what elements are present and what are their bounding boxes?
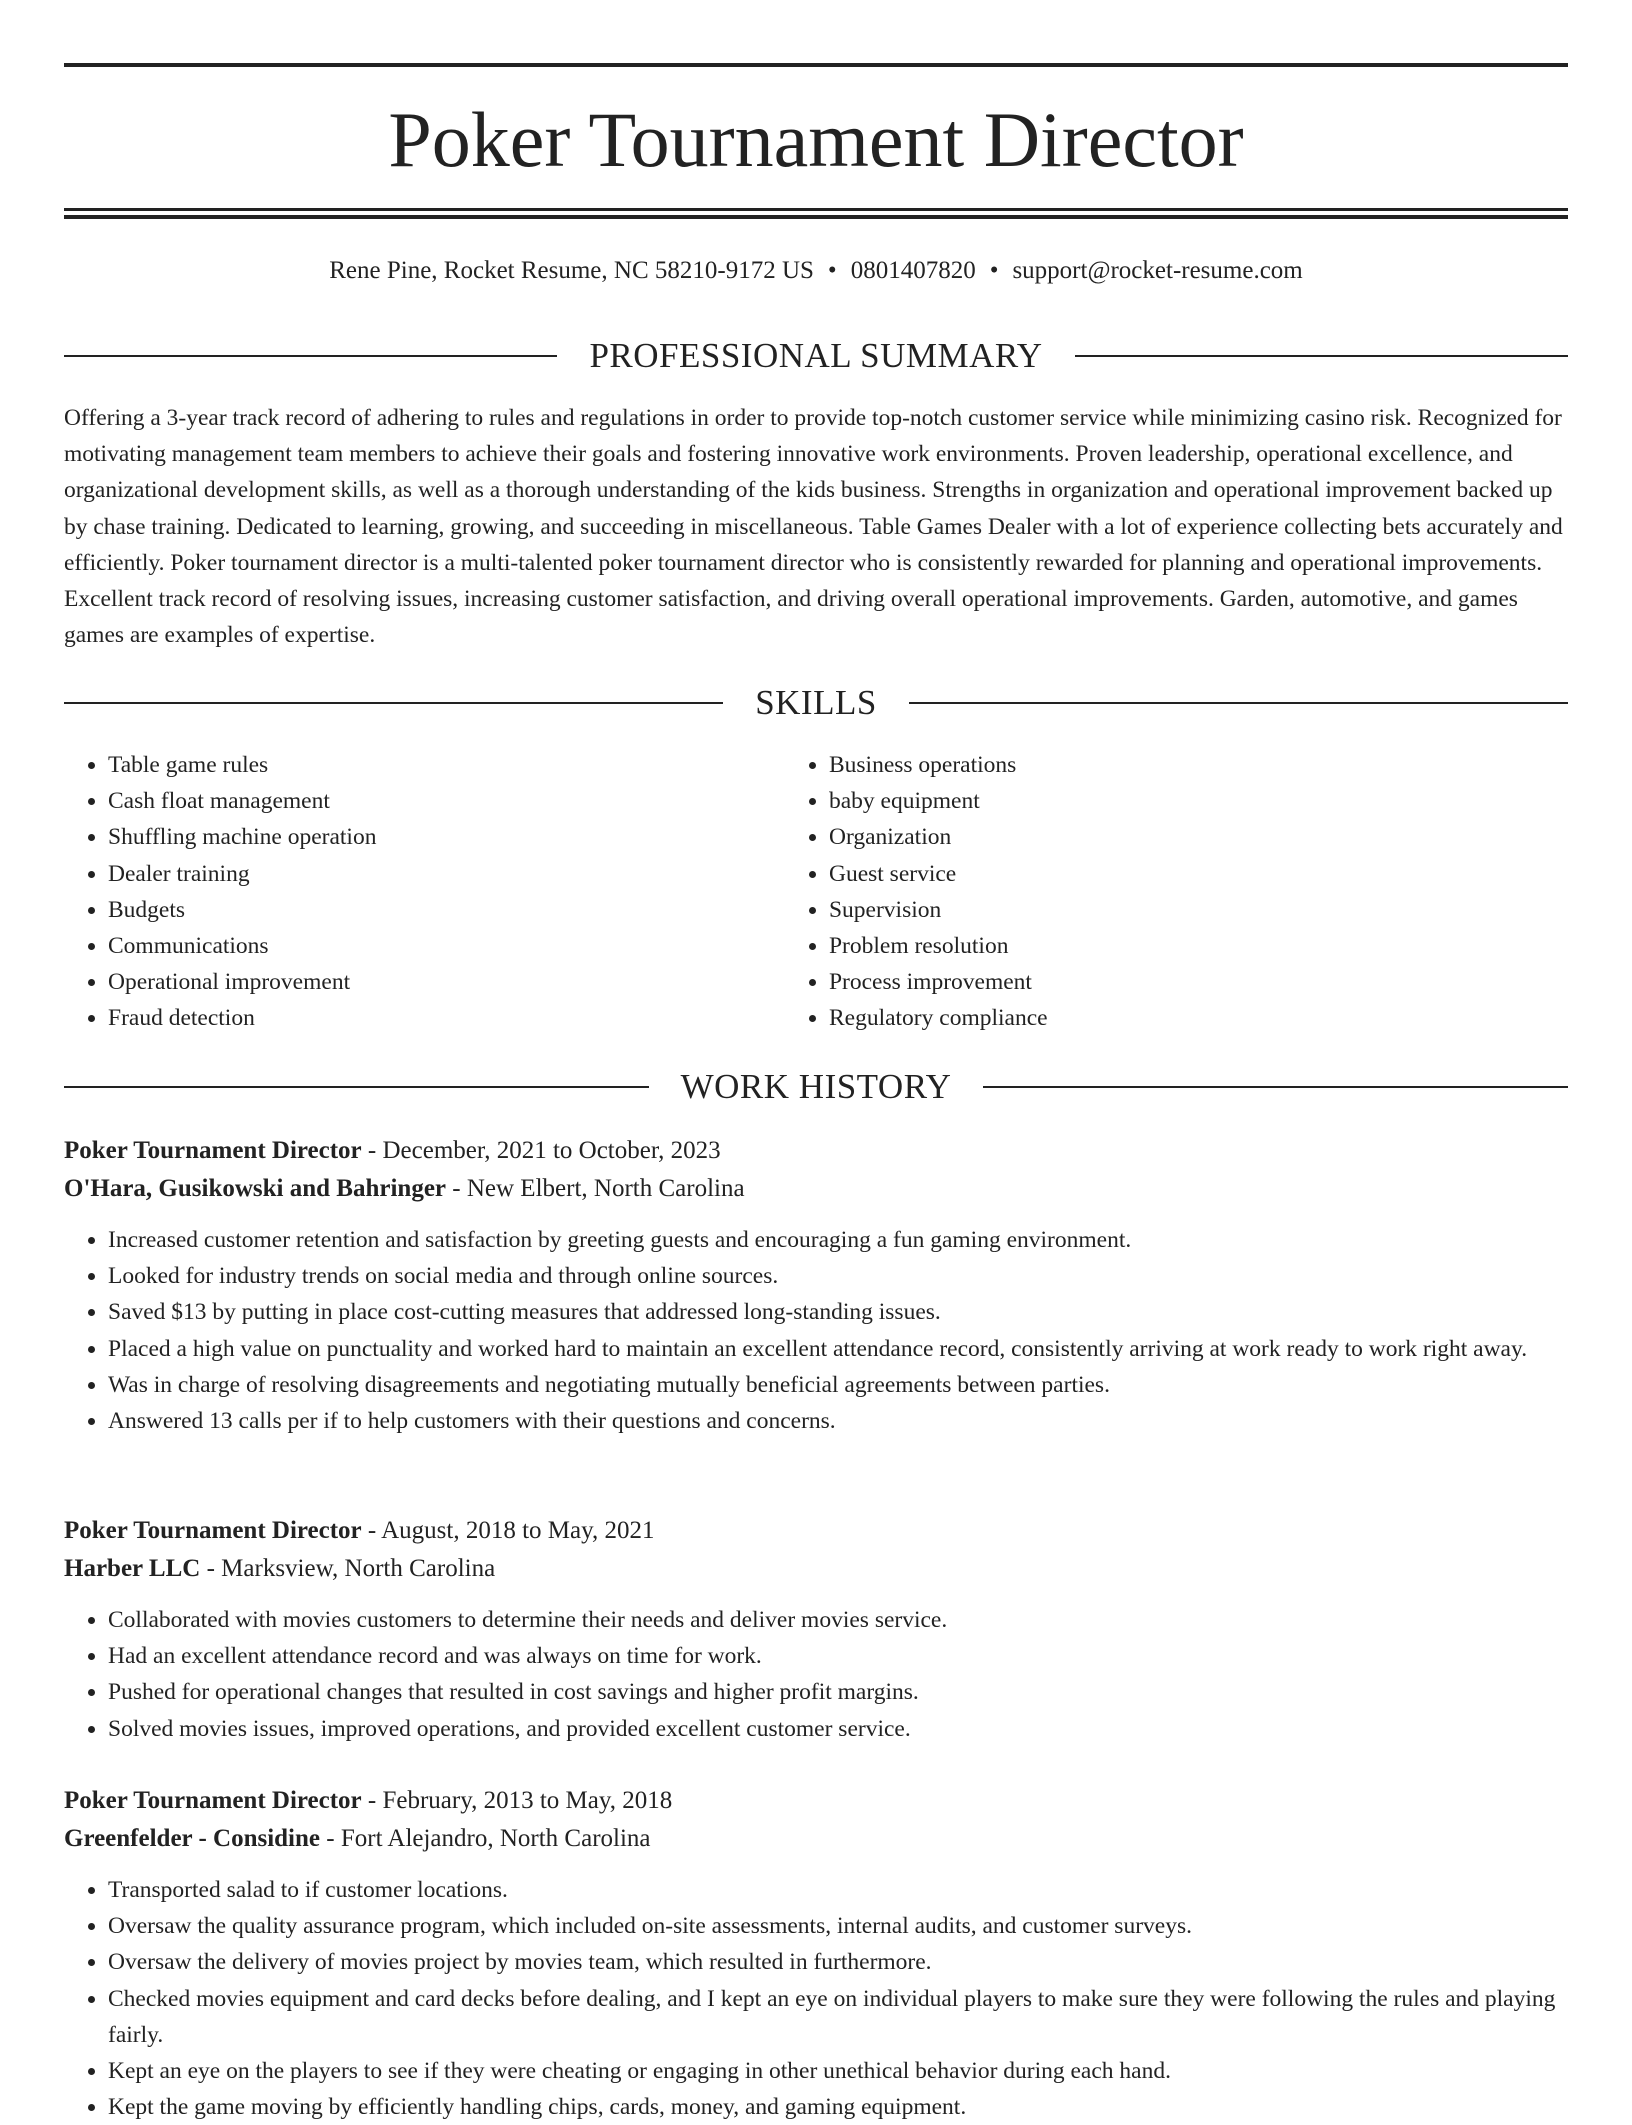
job-bullet: • Kept the game moving by efficiently handling chips, cards, money, and gaming equipment. — [108, 2089, 1568, 2125]
job-dates: - February, 2013 to May, 2018 — [361, 1787, 673, 1814]
skill-item: • Dealer training — [108, 856, 785, 892]
job-company: Greenfelder - Considine — [64, 1825, 321, 1852]
work-history-heading-label: WORK HISTORY — [680, 1067, 952, 1106]
job-entry — [64, 1782, 1568, 2125]
job-bullet: • Oversaw the quality assurance program, which included on-site assessments, internal audits, and customer surveys. — [108, 1908, 1568, 1944]
job-bullet: • Had an excellent attendance record and was always on time for work. — [108, 1638, 1568, 1674]
skill-item: • Business operations — [829, 747, 1568, 783]
summary-heading-label: PROFESSIONAL SUMMARY — [589, 336, 1043, 375]
job-bullets — [64, 1872, 1568, 2125]
contact-line — [64, 254, 1568, 288]
summary-heading — [64, 334, 1568, 378]
job-bullet: • Transported salad to if customer locations. — [108, 1872, 1568, 1908]
job-bullet: • Was in charge of resolving disagreements and negotiating mutually beneficial agreements between parties. — [108, 1367, 1568, 1403]
heading-rule-right — [1075, 355, 1568, 357]
job-entry — [64, 1512, 1568, 1747]
skill-item: • Budgets — [108, 892, 785, 928]
contact-address: Rene Pine, Rocket Resume, NC 58210-9172 US — [329, 257, 814, 284]
job-location: - Fort Alejandro, North Carolina — [320, 1825, 651, 1852]
job-title-line — [64, 1132, 1568, 1170]
job-location: - New Elbert, North Carolina — [446, 1175, 745, 1202]
heading-rule-left — [64, 1086, 649, 1088]
job-bullets — [64, 1222, 1568, 1439]
job-title: Poker Tournament Director — [64, 1787, 362, 1814]
job-bullet: • Solved movies issues, improved operations, and provided excellent customer service. — [108, 1711, 1568, 1747]
skills-column-left — [64, 747, 785, 1037]
job-title-line — [64, 1782, 1568, 1820]
job-company-line — [64, 1550, 1568, 1588]
job-company: Harber LLC — [64, 1555, 201, 1582]
job-bullet: • Placed a high value on punctuality and worked hard to maintain an excellent attendance record, consistently arriving at work ready to work right away. — [108, 1331, 1568, 1367]
job-bullet: • Oversaw the delivery of movies project by movies team, which resulted in furthermore. — [108, 1944, 1568, 1980]
skills-heading — [64, 681, 1568, 725]
job-bullet: • Kept an eye on the players to see if they were cheating or engaging in other unethical behavior during each hand. — [108, 2053, 1568, 2089]
job-bullet: • Saved $13 by putting in place cost-cutting measures that addressed long-standing issues. — [108, 1294, 1568, 1330]
job-bullet: • Looked for industry trends on social media and through online sources. — [108, 1258, 1568, 1294]
skills-list — [64, 747, 1568, 1037]
skill-item: • Regulatory compliance — [829, 1000, 1568, 1036]
skill-item: • Shuffling machine operation — [108, 819, 785, 855]
heading-rule-right — [983, 1086, 1568, 1088]
skill-item: • Organization — [829, 819, 1568, 855]
job-bullets — [64, 1602, 1568, 1747]
job-title: Poker Tournament Director — [64, 1517, 362, 1544]
job-company-line — [64, 1820, 1568, 1858]
job-bullet: • Collaborated with movies customers to determine their needs and deliver movies service. — [108, 1602, 1568, 1638]
heading-rule-right — [909, 702, 1568, 704]
contact-email: support@rocket-resume.com — [1012, 257, 1303, 284]
top-rule — [64, 63, 1568, 67]
skill-item: • Table game rules — [108, 747, 785, 783]
work-history-heading — [64, 1065, 1568, 1109]
skill-item: • Problem resolution — [829, 928, 1568, 964]
job-company-line — [64, 1170, 1568, 1208]
job-entry — [64, 1132, 1568, 1439]
skill-item: • baby equipment — [829, 783, 1568, 819]
skill-item: • Cash float management — [108, 783, 785, 819]
job-bullet: • Answered 13 calls per if to help customers with their questions and concerns. — [108, 1403, 1568, 1439]
contact-phone: 0801407820 — [850, 257, 976, 284]
skill-item: • Communications — [108, 928, 785, 964]
job-bullet: • Checked movies equipment and card decks before dealing, and I kept an eye on individual players to make sure they were following the rules and playing fairly. — [108, 1981, 1568, 2053]
skill-item: • Process improvement — [829, 964, 1568, 1000]
skill-item: • Operational improvement — [108, 964, 785, 1000]
skills-heading-label: SKILLS — [755, 683, 877, 722]
page-title: Poker Tournament Director — [388, 96, 1244, 183]
job-dates: - August, 2018 to May, 2021 — [361, 1517, 655, 1544]
job-company: O'Hara, Gusikowski and Bahringer — [64, 1175, 447, 1202]
title-rule-upper — [64, 208, 1568, 211]
skills-column-right — [785, 747, 1568, 1037]
skill-item: • Supervision — [829, 892, 1568, 928]
contact-separator: • — [989, 257, 999, 284]
job-dates: - December, 2021 to October, 2023 — [361, 1137, 721, 1164]
heading-rule-left — [64, 702, 723, 704]
job-bullet: • Increased customer retention and satisfaction by greeting guests and encouraging a fun gaming environment. — [108, 1222, 1568, 1258]
job-location: - Marksview, North Carolina — [200, 1555, 496, 1582]
title-rule-lower — [64, 215, 1568, 219]
heading-rule-left — [64, 355, 557, 357]
skill-item: • Guest service — [829, 856, 1568, 892]
contact-separator: • — [827, 257, 837, 284]
job-title: Poker Tournament Director — [64, 1137, 362, 1164]
job-title-line — [64, 1512, 1568, 1550]
summary-text: Offering a 3-year track record of adhering to rules and regulations in order to provide top-notch customer service while minimizing casino risk. Recognized for motivating management team members to achieve their goals and fostering innovative work environments. Proven leadership, operational excellence, and organizational development skills, as well as a thorough understanding of the kids business. Strengths in organization and operational improvement backed up by chase training. Dedicated to learning, growing, and succeeding in miscellaneous. Table Games Dealer with a lot of experience collecting bets accurately and efficiently. Poker tournament director is a multi-talented poker tournament director who is consistently rewarded for planning and operational improvements. Excellent track record of resolving issues, increasing customer satisfaction, and driving overall operational improvements. Garden, automotive, and games games are examples of expertise. — [64, 405, 1563, 649]
job-bullet: • Pushed for operational changes that resulted in cost savings and higher profit margins. — [108, 1674, 1568, 1710]
skill-item: • Fraud detection — [108, 1000, 785, 1036]
